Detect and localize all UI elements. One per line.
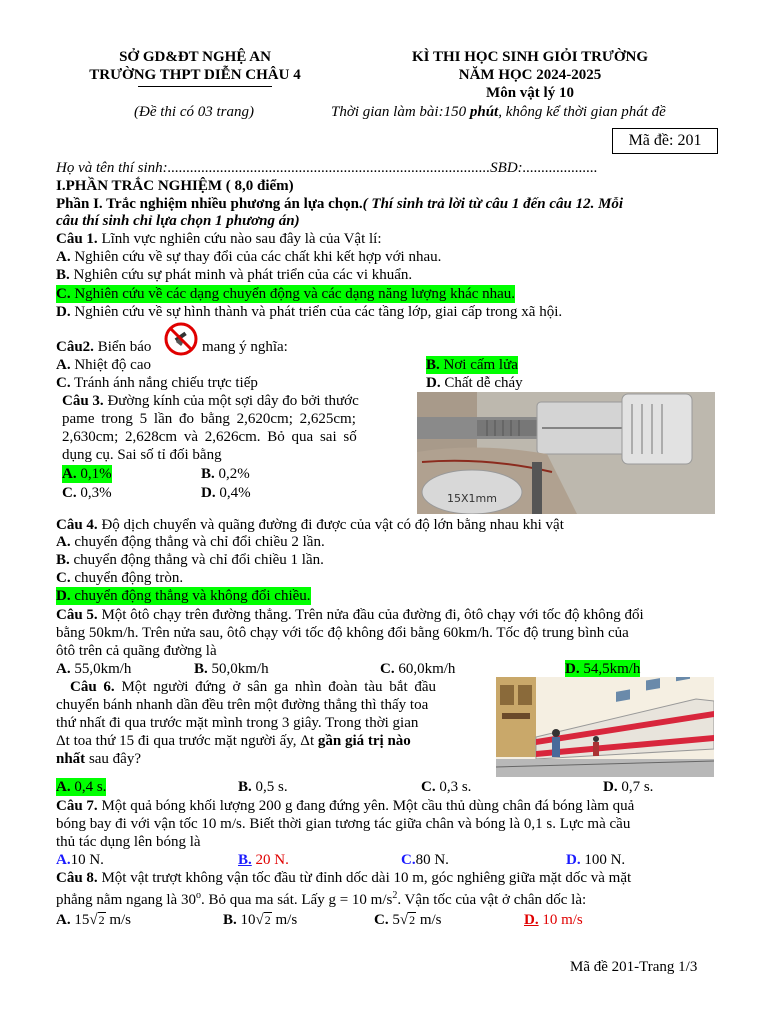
no-fire-sign-icon — [164, 322, 198, 356]
school-name: TRƯỜNG THPT DIỄN CHÂU 4 — [89, 67, 301, 83]
q5-option-d-answer: D. 54,5km/h — [565, 661, 641, 677]
section-title: I.PHẦN TRẮC NGHIỆM ( 8,0 điểm) — [56, 178, 294, 194]
question-7-line3: thủ tác dụng lên bóng là — [56, 834, 201, 850]
question-3-line3: 2,630cm; 2,628cm và 2,626cm. Bỏ qua sai số — [62, 429, 357, 445]
subject: Môn vật lý 10 — [486, 85, 574, 101]
q2-option-d: D. Chất dễ cháy — [426, 375, 523, 391]
question-5-line2: bằng 50km/h. Trên nửa sau, ôtô chạy với tốc độ không đổi bằng 60km/h. Tốc độ trung bình của — [56, 625, 629, 641]
q1-option-a: A. Nghiên cứu về sự thay đổi của các chất khi kết hợp với nhau. — [56, 249, 442, 265]
exam-code-box: Mã đề: 201 — [612, 128, 718, 154]
question-3-line2: pame trong 5 lần đo bằng 2,620cm; 2,625cm; — [62, 411, 356, 427]
part1-instructions: Phần I. Trắc nghiệm nhiều phương án lựa chọn.( Thí sinh trả lời từ câu 1 đến câu 12. Mỗi — [56, 196, 624, 212]
q5-option-b: B. 50,0km/h — [194, 661, 269, 677]
q8-option-b: B. 10√2 m/s — [223, 912, 298, 928]
q3-option-b: B. 0,2% — [201, 466, 250, 482]
q8-option-a: A. 15√2 m/s — [56, 912, 132, 928]
question-6-line4: Δt toa thứ 15 đi qua trước mặt người ấy, Δt gần giá trị nào — [56, 733, 411, 749]
q1-option-c-answer: C. Nghiên cứu về các dạng chuyển động và các dạng năng lượng khác nhau. — [56, 286, 516, 302]
page-footer: Mã đề 201-Trang 1/3 — [570, 959, 698, 975]
question-6-line2: chuyển bánh nhanh dần đều trên một đường thẳng thì thấy toa — [56, 697, 429, 713]
question-6-line3: thứ nhất đi qua trước mặt mình trong 3 giây. Trong thời gian — [56, 715, 419, 731]
q6-option-b: B. 0,5 s. — [238, 779, 288, 795]
q4-option-d-answer: D. chuyển động thẳng và không đổi chiều. — [56, 588, 311, 604]
micrometer-photo — [417, 392, 715, 514]
question-5-line3: ôtô trên cả quãng đường là — [56, 643, 217, 659]
q4-option-c: C. chuyển động tròn. — [56, 570, 184, 586]
header-divider — [138, 86, 272, 87]
part1-instructions-cont: câu thí sinh chỉ lựa chọn 1 phương án) — [56, 213, 300, 229]
school-year: NĂM HỌC 2024-2025 — [458, 67, 602, 83]
q7-option-a: A.10 N. — [56, 852, 104, 868]
q8-option-c: C. 5√2 m/s — [374, 912, 442, 928]
q3-option-d: D. 0,4% — [201, 485, 251, 501]
micrometer-label: 15X1mm — [447, 492, 497, 505]
question-8: Câu 8. Một vật trượt không vận tốc đầu từ đỉnh dốc dài 10 m, góc nghiêng giữa mặt dốc và mặt — [56, 870, 632, 886]
q3-option-a-answer: A. 0,1% — [62, 466, 112, 482]
exam-duration: Thời gian làm bài:150 phút, không kể thời gian phát đề — [331, 104, 666, 120]
q6-option-a-answer: A. 0,4 s. — [56, 779, 107, 795]
q1-option-d: D. Nghiên cứu về sự hình thành và phát triển của các tầng lớp, giai cấp trong xã hội. — [56, 304, 563, 320]
question-4: Câu 4. Độ dịch chuyển và quãng đường đi được của vật có độ lớn bằng nhau khi vật — [56, 517, 564, 533]
q3-option-c: C. 0,3% — [62, 485, 112, 501]
q2-option-b-answer: B. Nơi cấm lửa — [426, 357, 518, 373]
q4-option-a: A. chuyển động thẳng và chỉ đổi chiều 2 lần. — [56, 534, 325, 550]
q6-option-c: C. 0,3 s. — [421, 779, 472, 795]
question-7: Câu 7. Một quả bóng khối lượng 200 g đang đứng yên. Một cầu thủ dùng chân đá bóng làm quả — [56, 798, 635, 814]
q5-option-a: A. 55,0km/h — [56, 661, 132, 677]
q2-option-a: A. Nhiệt độ cao — [56, 357, 151, 373]
question-2: Câu2. Biển báo — [56, 339, 152, 355]
candidate-info-line: Họ và tên thí sinh:......................................................................................SBD:.................... — [56, 160, 598, 176]
question-3-line4: dụng cụ. Sai số tỉ đối bằng — [62, 447, 222, 463]
q7-option-c: C.80 N. — [401, 852, 449, 868]
question-3: Câu 3. Đường kính của một sợi dây đo bởi thước — [62, 393, 359, 409]
q2-option-c: C. Tránh ánh nắng chiếu trực tiếp — [56, 375, 258, 391]
q7-option-d: D. 100 N. — [566, 852, 626, 868]
q4-option-b: B. chuyển động thẳng và chỉ đổi chiều 1 lần. — [56, 552, 324, 568]
question-8-line2: phẳng nằm ngang là 30$^o$. Bỏ qua ma sát. Lấy g = 10 $m/s^2$. Vận tốc của vật ở chân dốc là: — [56, 890, 587, 908]
question-7-line2: bóng bay đi với vận tốc 10 m/s. Biết thời gian tương tác giữa chân và bóng là 0,1 s. Lực mà cầu — [56, 816, 631, 832]
exam-title: KÌ THI HỌC SINH GIỎI TRƯỜNG — [411, 49, 649, 65]
page-count-note: (Đề thi có 03 trang) — [134, 104, 254, 120]
question-1: Câu 1. Lĩnh vực nghiên cứu nào sau đây là của Vật lí: — [56, 231, 382, 247]
question-2-cont: mang ý nghĩa: — [202, 339, 288, 355]
q8-option-d-answer: D. 10 m/s — [524, 912, 583, 928]
train-station-illustration — [496, 677, 714, 777]
question-6-line5: nhất sau đây? — [56, 751, 141, 767]
question-5: Câu 5. Một ôtô chạy trên đường thẳng. Trên nửa đầu của đường đi, ôtô chạy với tốc độ không đổi — [56, 607, 644, 623]
q5-option-c: C. 60,0km/h — [380, 661, 456, 677]
dept-name: SỞ GD&ĐT NGHỆ AN — [119, 49, 271, 65]
question-6: Câu 6. Một người đứng ở sân ga nhìn đoàn tàu bắt đầu — [70, 679, 437, 695]
q7-option-b-answer: B. 20 N. — [238, 852, 289, 868]
q1-option-b: B. Nghiên cứu sự phát minh và phát triển của các vi khuẩn. — [56, 267, 413, 283]
q6-option-d: D. 0,7 s. — [603, 779, 654, 795]
